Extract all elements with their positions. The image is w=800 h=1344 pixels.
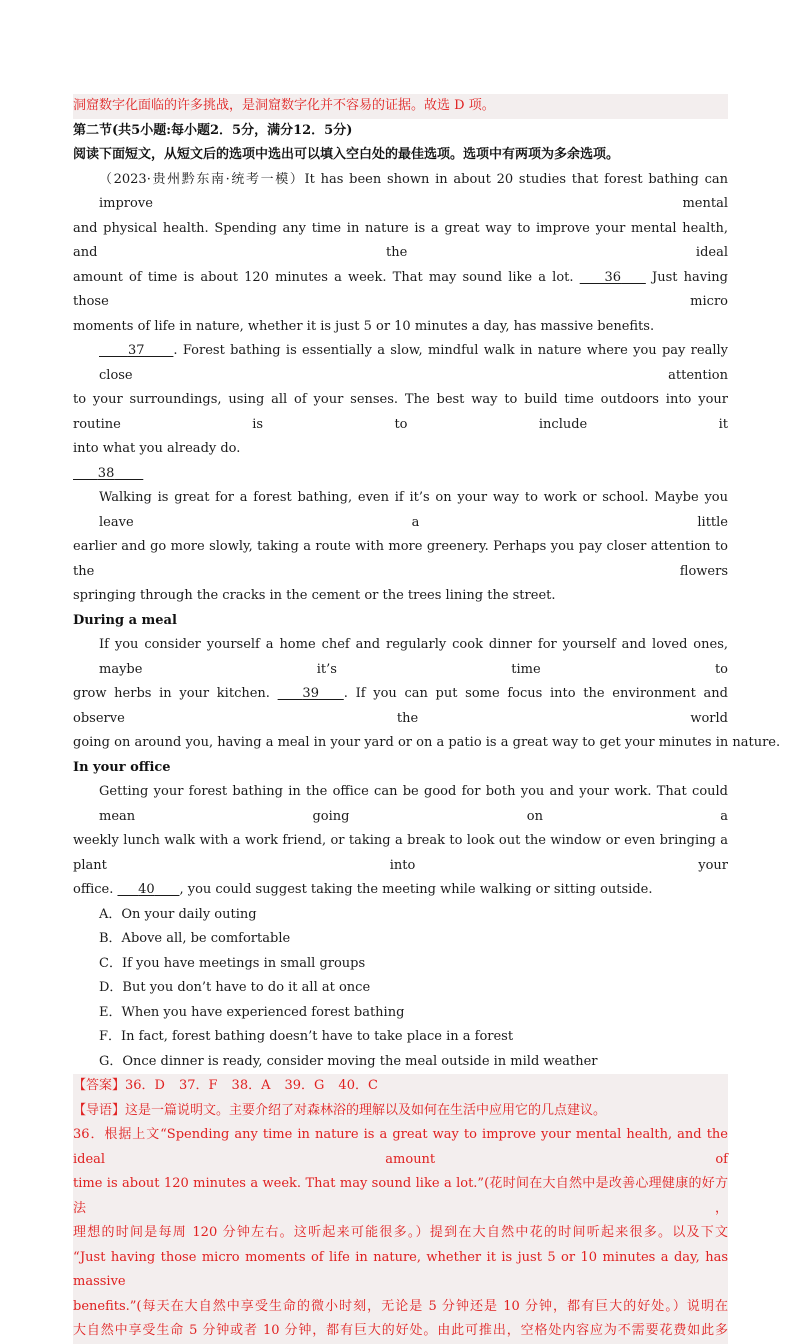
blank-38[interactable]: 38 — [97, 465, 115, 481]
passage-line: If you consider yourself a home chef and regularly cook dinner for yourself and loved ones, maybe it’s time to — [99, 637, 728, 677]
passage-line: to your surroundings, using all of your senses. The best way to build time outdoors into your routine is to include it — [73, 392, 728, 432]
passage-paragraph-5 — [73, 780, 728, 903]
explanation-line: 36．根据上文“Spending any time in nature is a great way to improve your mental health, and the ideal amount of — [73, 1127, 728, 1167]
option-g[interactable]: G．Once dinner is ready, consider moving the meal outside in mild weather — [99, 1053, 598, 1069]
passage-line — [73, 878, 728, 903]
passage-line: into what you already do. — [73, 441, 241, 456]
explanation-line: benefits.”(每天在大自然中享受生命的微小时刻，无论是 5 分钟还是 10 分钟，都有巨大的好处。）说明在 — [73, 1298, 728, 1314]
passage-line: Walking is great for a forest bathing, even if it’s on your way to work or school. Maybe you leave a little — [99, 490, 728, 530]
passage-line — [73, 462, 728, 487]
passage-line: and physical health. Spending any time in nature is a great way to improve your mental health, and the ideal — [73, 220, 728, 260]
document-page — [73, 94, 781, 1344]
passage-text: . If you can put some focus into the environment and observe the world — [73, 686, 728, 726]
passage-paragraph-1 — [73, 168, 728, 340]
answer-item: 40．C — [338, 1078, 378, 1093]
option-f[interactable]: F．In fact, forest bathing doesn’t have to take place in a forest — [99, 1029, 514, 1044]
answer-item: 37．F — [178, 1078, 218, 1093]
passage-line — [73, 339, 728, 388]
option-b[interactable]: B．Above all, be comfortable — [99, 931, 291, 946]
option-c[interactable]: C．If you have meetings in small groups — [99, 955, 366, 971]
passage-text: Just having those micro — [73, 269, 728, 309]
passage-line: going on around you, having a meal in your yard or on a patio is a great way to get your minutes in nature. — [73, 735, 781, 750]
blank-40[interactable]: 40 — [138, 882, 155, 897]
passage-line: Getting your forest bathing in the office can be good for both you and your work. That could mean going on a — [99, 784, 728, 824]
answer-item: 39．G — [284, 1078, 325, 1093]
heading-during-a-meal: During a meal — [73, 612, 177, 628]
explanation-line: “Just having those micro moments of life in nature, whether it is just 5 or 10 minutes a day, has massive — [73, 1249, 728, 1289]
passage-text: amount of time is about 120 minutes a week. That may sound like a lot. — [73, 269, 574, 285]
blank-37[interactable]: 37 — [127, 343, 145, 358]
explanation-line: 大自然中享受生命 5 分钟或者 10 分钟，都有巨大的好处。由此可推出，空格处内容应为不需要花费如此多 — [73, 1323, 728, 1338]
answer-line — [73, 1074, 728, 1099]
instruction: 阅读下面短文，从短文后的选项中选出可以填入空白处的最佳选项。选项中有两项为多余选项。 — [73, 147, 620, 162]
passage-line — [73, 266, 728, 315]
passage-line — [73, 682, 728, 731]
passage-paragraph-3 — [73, 486, 728, 609]
top-note: 洞窟数字化面临的许多挑战，是洞窟数字化并不容易的证据。故选 D 项。 — [73, 94, 728, 119]
option-e[interactable]: E．When you have experienced forest bathing — [99, 1004, 405, 1020]
passage-text: office. — [73, 882, 114, 897]
passage-line: earlier and go more slowly, taking a route with more greenery. Perhaps you pay closer attention to the flowers — [73, 539, 728, 579]
heading-in-your-office: In your office — [73, 759, 171, 775]
passage-paragraph-4 — [73, 633, 781, 756]
blank-39[interactable]: 39 — [302, 686, 319, 701]
guide-line: 【导语】这是一篇说明文。主要介绍了对森林浴的理解以及如何在生活中应用它的几点建议。 — [73, 1099, 728, 1124]
passage-line: weekly lunch walk with a work friend, or taking a break to look out the window or even bringing a plant into your — [73, 833, 728, 873]
explanation-line: 理想的时间是每周 120 分钟左右。这听起来可能很多。）提到在大自然中花的时间听起来很多。以及下文 — [73, 1225, 728, 1240]
option-d[interactable]: D．But you don’t have to do it all at once — [99, 980, 371, 995]
answer-item: 36．D — [125, 1078, 165, 1093]
explanation-line: time is about 120 minutes a week. That may sound like a lot.”(花时间在大自然中是改善心理健康的好方法， — [73, 1176, 728, 1216]
passage-line: springing through the cracks in the cement or the trees lining the street. — [73, 588, 556, 603]
passage-text: . Forest bathing is essentially a slow, mindful walk in nature where you pay really close attention — [99, 343, 728, 383]
passage-text: , you could suggest taking the meeting while walking or sitting outside. — [179, 882, 653, 897]
passage-text: grow herbs in your kitchen. — [73, 686, 270, 701]
answer-item: 38．A — [231, 1078, 271, 1093]
options-list — [73, 903, 728, 1075]
section-title: 第二节(共5小题:每小题2．5分，满分12．5分) — [73, 122, 353, 138]
blank-36[interactable]: 36 — [604, 269, 622, 285]
option-a[interactable]: A．On your daily outing — [99, 906, 257, 922]
passage-paragraph-2 — [73, 339, 728, 462]
answer-label: 【答案】 — [73, 1078, 126, 1093]
passage-line: （2023·贵州黔东南·统考一模）It has been shown in about 20 studies that forest bathing can improve mental — [99, 171, 728, 211]
passage-line: moments of life in nature, whether it is just 5 or 10 minutes a day, has massive benefits. — [73, 318, 655, 334]
explanation — [73, 1123, 728, 1344]
